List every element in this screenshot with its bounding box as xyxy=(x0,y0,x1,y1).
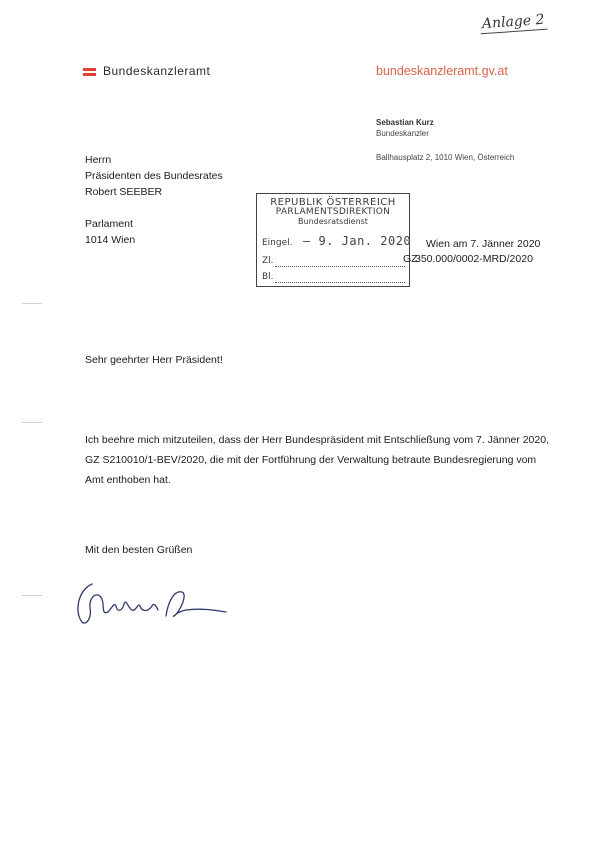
signature-image xyxy=(70,572,230,632)
letterhead-url: bundeskanzleramt.gv.at xyxy=(376,64,508,78)
austrian-flag-icon xyxy=(83,68,96,76)
recipient-line: Parlament xyxy=(85,218,133,230)
margin-mark xyxy=(22,422,42,423)
stamp-bl-label: Bl. xyxy=(262,272,274,282)
recipient-line: 1014 Wien xyxy=(85,234,136,246)
body-line: Amt enthoben hat. xyxy=(85,474,171,486)
stamp-zl-dotline xyxy=(275,257,405,267)
body-line: GZ S210010/1-BEV/2020, die mit der Fortführung der Verwaltung betraute Bundesregierung vom xyxy=(85,454,537,466)
sender-name: Sebastian Kurz xyxy=(376,118,434,127)
stamp-received-date: – 9. Jan. 2020 xyxy=(303,234,412,248)
letter-body xyxy=(85,430,555,490)
handwritten-annotation: Anlage 2 xyxy=(479,12,547,35)
reference-number: 350.000/0002-MRD/2020 xyxy=(415,253,533,265)
receipt-stamp xyxy=(256,193,410,287)
margin-mark xyxy=(22,303,42,304)
letter-date: Wien am 7. Jänner 2020 xyxy=(426,238,541,250)
stamp-bl-dotline xyxy=(275,273,405,283)
stamp-zl-label: Zl. xyxy=(262,256,274,266)
recipient-line: Herrn xyxy=(85,154,112,166)
gz-prefix: GZ xyxy=(403,253,418,265)
margin-mark xyxy=(22,595,42,596)
sender-address: Ballhausplatz 2, 1010 Wien, Österreich xyxy=(376,153,515,162)
body-line: Ich beehre mich mitzuteilen, dass der Herr Bundespräsident mit Entschließung vom 7. Jänner 2020, xyxy=(85,434,549,446)
stamp-eingel-label: Eingel. xyxy=(262,238,293,248)
stamp-title: REPUBLIK ÖSTERREICH xyxy=(270,197,396,208)
recipient-address-block xyxy=(85,152,223,248)
letterhead-logo-text: Bundeskanzleramt xyxy=(103,64,211,78)
stamp-subtitle: PARLAMENTSDIREKTION xyxy=(275,207,391,217)
sender-title: Bundeskanzler xyxy=(376,129,429,138)
recipient-line: Präsidenten des Bundesrates xyxy=(85,170,223,182)
recipient-line: Robert SEEBER xyxy=(85,186,163,198)
salutation: Sehr geehrter Herr Präsident! xyxy=(85,354,223,366)
stamp-department: Bundesratsdienst xyxy=(298,217,368,226)
closing-phrase: Mit den besten Grüßen xyxy=(85,544,193,556)
